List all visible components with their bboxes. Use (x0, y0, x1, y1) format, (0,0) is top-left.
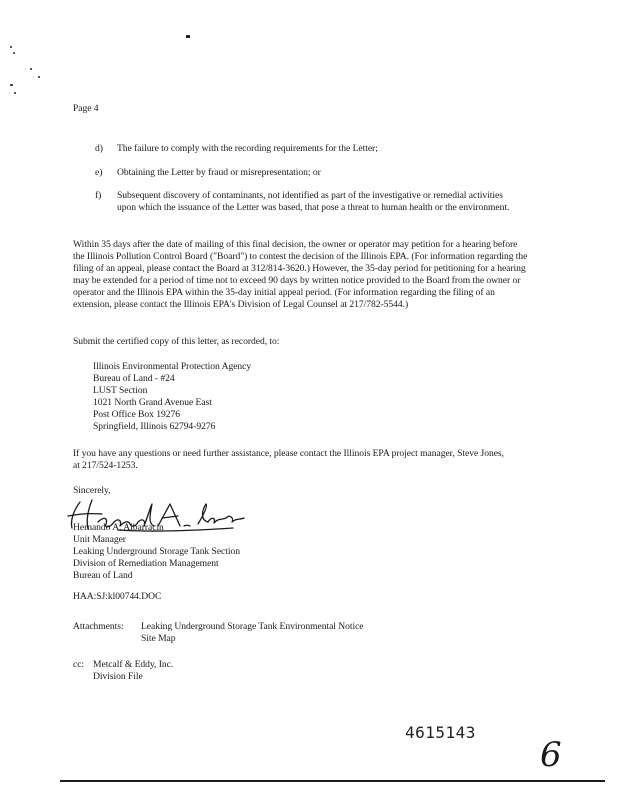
list-text: Subsequent discovery of contaminants, not identified as part of the investigative or remedial activities upon which the issuance of the Letter was based, that pose a threat to human health or the environment. (117, 190, 510, 213)
cc-list (93, 659, 173, 683)
bottom-rule (60, 780, 605, 782)
attachments-list (141, 621, 364, 645)
list-marker: d) (95, 143, 103, 154)
list-marker: f) (95, 190, 102, 201)
address-line: Bureau of Land - #24 (93, 372, 175, 384)
attachment-item: Leaking Underground Storage Tank Environmental Notice (141, 621, 364, 632)
address-line: 1021 North Grand Avenue East (93, 396, 212, 408)
appeal-paragraph: Within 35 days after the date of mailing of this final decision, the owner or operator may petition for a hearing before the Illinois Pollution Control Board ("Board") to contest the decision of the Illinois EPA. (For information regarding the filing of an appeal, please contact the Board at 312/814-3620.) However, the 35-day period for petitioning for a hearing may be extended for a period of time not to exceed 90 days by written notice provided to the Board from the owner or operator and the Illinois EPA within the 35-day initial appeal period. (For information regarding the filing of an extension, please contact the Illinois EPA's Division of Legal Counsel at 217/782-5544.) (73, 239, 528, 310)
list-text: Obtaining the Letter by fraud or misrepresentation; or (117, 167, 321, 178)
address-line: LUST Section (93, 384, 148, 396)
address-line: Illinois Environmental Protection Agency (93, 361, 252, 372)
scan-speck (13, 52, 15, 54)
scan-speck (14, 92, 16, 94)
signer-name: Hernando A. Albarracin (73, 522, 164, 533)
attachment-item: Site Map (141, 632, 176, 644)
scan-speck (186, 35, 190, 38)
questions-paragraph: If you have any questions or need further assistance, please contact the Illinois EPA project manager, Steve Jones, at 217/524-1253. (73, 448, 504, 471)
signer-title: Bureau of Land (73, 569, 133, 581)
list-text: The failure to comply with the recording requirements for the Letter; (117, 143, 378, 154)
mailing-address (93, 361, 251, 432)
scan-speck (38, 76, 40, 78)
signer-title: Leaking Underground Storage Tank Section (73, 545, 240, 557)
handwritten-mark: 6 (540, 735, 562, 775)
scan-speck (10, 46, 12, 48)
address-line: Post Office Box 19276 (93, 408, 180, 420)
address-line: Springfield, Illinois 62794-9276 (93, 420, 216, 432)
cc-label: cc: (73, 659, 85, 670)
submit-line: Submit the certified copy of this letter, as recorded, to: (73, 336, 280, 347)
closing: Sincerely, (73, 485, 111, 496)
scan-speck (30, 68, 32, 70)
signer-title: Unit Manager (73, 533, 126, 545)
page-label: Page 4 (73, 103, 99, 114)
list-marker: e) (95, 167, 103, 178)
signer-title: Division of Remediation Management (73, 557, 219, 569)
signer-block (73, 522, 240, 582)
scan-speck (10, 84, 13, 86)
document-number: 4615143 (405, 723, 476, 742)
cc-item: Metcalf & Eddy, Inc. (93, 659, 174, 670)
reference-line: HAA:SJ:kl00744.DOC (73, 591, 162, 602)
cc-item: Division File (93, 670, 143, 682)
attachments-label: Attachments: (73, 621, 124, 632)
